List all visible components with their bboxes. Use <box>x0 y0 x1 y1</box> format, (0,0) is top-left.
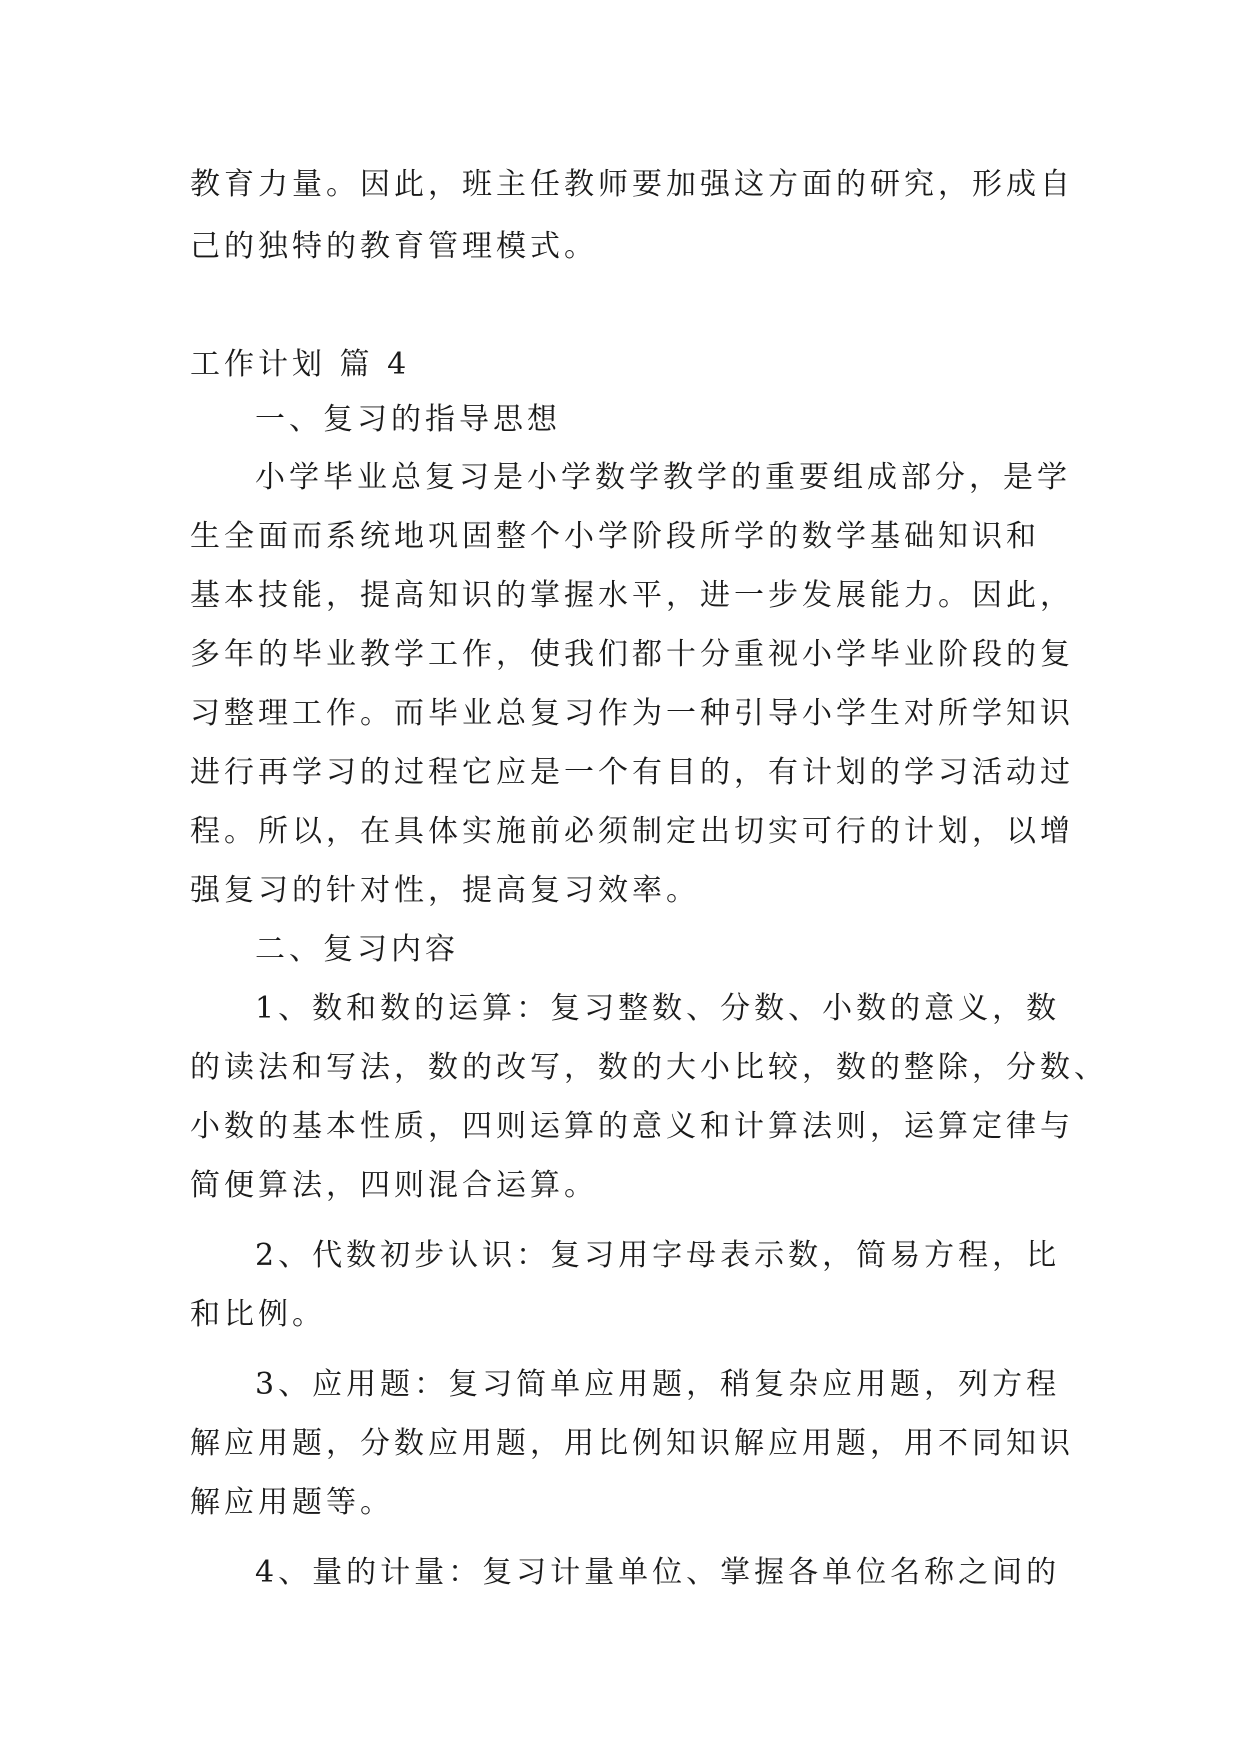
paragraph-line: 生全面而系统地巩固整个小学阶段所学的数学基础知识和 <box>190 519 1040 554</box>
paragraph-line: 的读法和写法，数的改写，数的大小比较，数的整除，分数、 <box>190 1050 1108 1085</box>
paragraph-line: 进行再学习的过程它应是一个有目的，有计划的学习活动过 <box>190 755 1074 790</box>
paragraph-line: 多年的毕业教学工作，使我们都十分重视小学毕业阶段的复 <box>190 637 1074 672</box>
paragraph-line: 3、应用题：复习简单应用题，稍复杂应用题，列方程 <box>255 1367 1061 1402</box>
paragraph-line: 简便算法，四则混合运算。 <box>190 1168 598 1203</box>
paragraph-line: 基本技能，提高知识的掌握水平，进一步发展能力。因此， <box>190 578 1074 613</box>
paragraph-line: 解应用题，分数应用题，用比例知识解应用题，用不同知识 <box>190 1426 1074 1461</box>
paragraph-line: 解应用题等。 <box>190 1485 394 1520</box>
paragraph-line: 小学毕业总复习是小学数学教学的重要组成部分，是学 <box>255 460 1071 495</box>
paragraph-line: 和比例。 <box>190 1297 326 1332</box>
paragraph-line: 2、代数初步认识：复习用字母表示数，简易方程，比 <box>255 1238 1061 1273</box>
paragraph-line: 4、量的计量：复习计量单位、掌握各单位名称之间的 <box>255 1555 1061 1590</box>
text-line: 教育力量。因此，班主任教师要加强这方面的研究，形成自 <box>190 167 1074 202</box>
text-line: 己的独特的教育管理模式。 <box>190 229 598 264</box>
subheading: 二、复习内容 <box>255 932 459 967</box>
section-heading: 工作计划 篇 4 <box>190 347 411 382</box>
subheading: 一、复习的指导思想 <box>255 402 561 437</box>
paragraph-line: 程。所以，在具体实施前必须制定出切实可行的计划，以增 <box>190 814 1074 849</box>
paragraph-line: 强复习的针对性，提高复习效率。 <box>190 873 700 908</box>
paragraph-line: 习整理工作。而毕业总复习作为一种引导小学生对所学知识 <box>190 696 1074 731</box>
paragraph-line: 小数的基本性质，四则运算的意义和计算法则，运算定律与 <box>190 1109 1074 1144</box>
paragraph-line: 1、数和数的运算：复习整数、分数、小数的意义，数 <box>255 991 1061 1026</box>
